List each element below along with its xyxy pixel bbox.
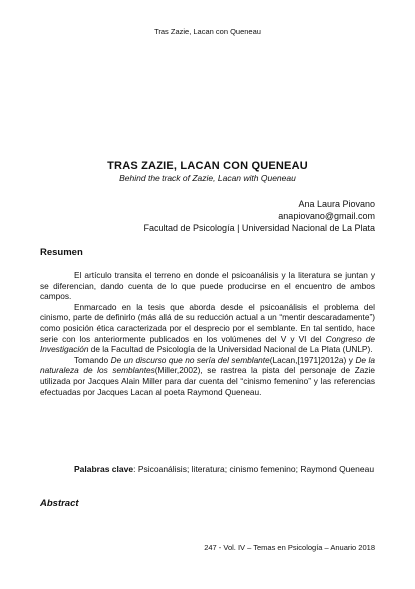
author-name: Ana Laura Piovano: [298, 199, 375, 209]
resumen-heading: Resumen: [40, 247, 83, 258]
resumen-p2-emphasis: Congreso de Investigación: [40, 333, 376, 355]
resumen-p3-text-c: (Miller,2002), se rastrea la pista del personaje de Zazie utilizada por Jacques Alain Miller para dar cuenta del “cinismo femenino” y las referencias efectuadas por Jacques Lacan al poeta Raymond Queneau.: [40, 365, 375, 397]
author-block: [144, 198, 375, 234]
author-affiliation: Facultad de Psicología | Universidad Nacional de La Plata: [143, 223, 375, 233]
resumen-p2-text-a: Enmarcado en la tesis que aborda desde el psicoanálisis el problema del cinismo, parte de definirlo (más allá de su reducción actual a un “mentir descaradamente”) como posición ética caracterizada por el desprecio por el semblante. En tal sentido, hace serie con los anteriormente publicados en los volúmenes del V y VI del: [40, 301, 375, 344]
resumen-p3-text-a: Tomando: [74, 354, 111, 365]
keywords-label: Palabras clave: [74, 464, 134, 474]
resumen-p3-emphasis-2: De la naturaleza de los semblantes: [40, 354, 375, 376]
abstract-heading: Abstract: [40, 498, 79, 509]
running-head: Tras Zazie, Lacan con Queneau: [154, 27, 261, 36]
author-email: anapiovano@gmail.com: [278, 211, 375, 221]
paper-subtitle: Behind the track of Zazie, Lacan with Queneau: [119, 173, 296, 183]
resumen-p2-text-b: de la Facultad de Psicología de la Universidad Nacional de La Plata (UNLP).: [88, 344, 373, 355]
resumen-body: [40, 270, 375, 397]
page-footer: 247 - Vol. IV – Temas en Psicología – Anuario 2018: [204, 543, 375, 552]
keywords-colon: :: [133, 464, 138, 474]
resumen-p3-emphasis-1: De un discurso que no sería del semblante: [110, 354, 270, 365]
resumen-p3-text-b: (Lacan,[1971]2012a) y: [269, 354, 356, 365]
keywords: [40, 464, 375, 475]
resumen-paragraph-3: [40, 355, 375, 397]
title-block: [40, 160, 375, 183]
resumen-paragraph-1: El artículo transita el terreno en donde el psicoanálisis y la literatura se juntan y se diferencian, dando cuenta de lo que puede producirse en el encuentro de ambos campos.: [40, 270, 375, 302]
paper-title: TRAS ZAZIE, LACAN CON QUENEAU: [107, 160, 308, 172]
keywords-text: Psicoanálisis; literatura; cinismo femenino; Raymond Queneau: [137, 464, 375, 474]
resumen-paragraph-2: [40, 302, 375, 355]
